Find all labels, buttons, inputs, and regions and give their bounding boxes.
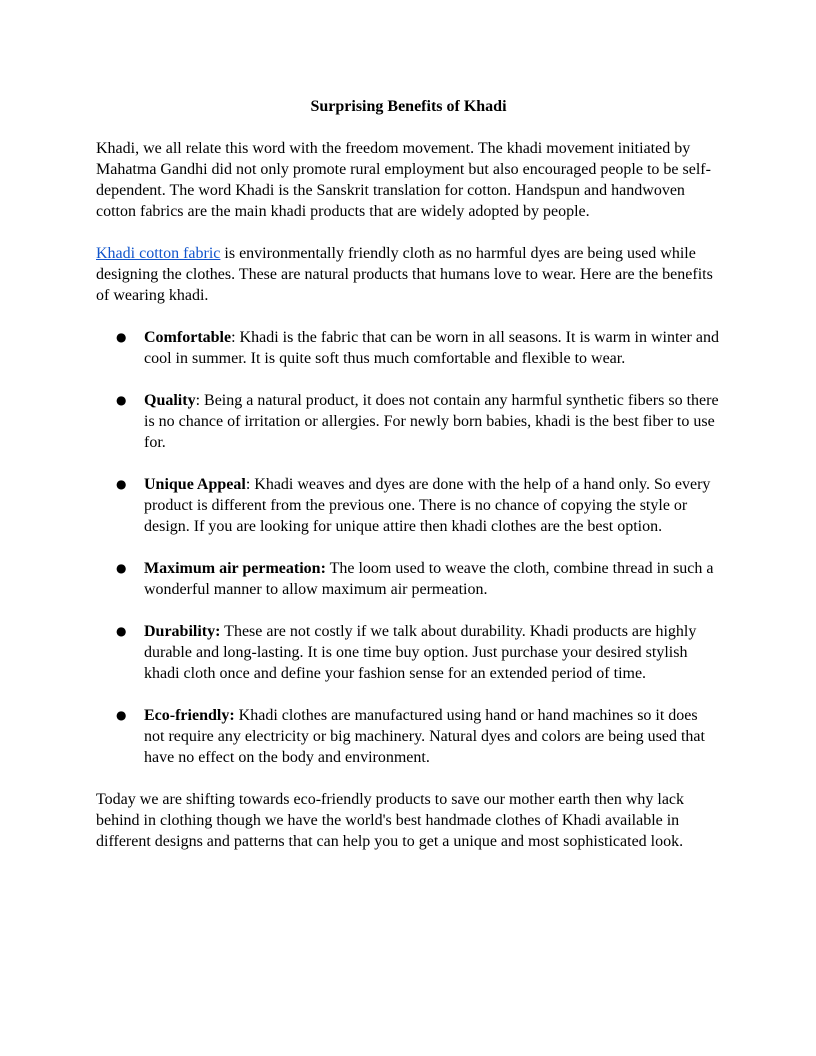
bullet-icon: ● xyxy=(116,561,127,575)
second-paragraph-text: is environmentally friendly cloth as no harmful dyes are being used while designing the clothes. These are natural products that humans love to wear. Here are the benefits of wearing khadi. xyxy=(96,245,713,304)
bullet-icon: ● xyxy=(116,477,127,491)
list-item xyxy=(96,558,721,600)
second-paragraph xyxy=(96,243,721,306)
benefit-text: Khadi is the fabric that can be worn in all seasons. It is warm in winter and cool in summer. It is quite soft thus much comfortable and flexible to wear. xyxy=(144,329,719,367)
benefit-text: Khadi weaves and dyes are done with the help of a hand only. So every product is different from the previous one. There is no chance of copying the style or design. If you are looking for unique attire then khadi clothes are the best option. xyxy=(144,476,711,535)
list-item xyxy=(96,474,721,537)
bullet-icon: ● xyxy=(116,624,127,638)
list-item xyxy=(96,705,721,768)
benefit-term: Quality xyxy=(144,392,196,409)
benefit-term: Maximum air permeation: xyxy=(144,560,326,577)
benefit-term: Comfortable xyxy=(144,329,232,346)
benefit-text: Being a natural product, it does not contain any harmful synthetic fibers so there is no chance of irritation or allergies. For newly born babies, khadi is the best fiber to use for. xyxy=(144,392,719,451)
intro-paragraph: Khadi, we all relate this word with the freedom movement. The khadi movement initiated by Mahatma Gandhi did not only promote rural employment but also encouraged people to be self-dependent. The word Khadi is the Sanskrit translation for cotton. Handspun and handwoven cotton fabrics are the main khadi products that are widely adopted by people. xyxy=(96,140,711,220)
benefit-text: The loom used to weave the cloth, combine thread in such a wonderful manner to allow maximum air permeation. xyxy=(144,560,714,598)
document-page xyxy=(96,96,721,873)
benefit-separator: : xyxy=(231,329,240,346)
bullet-icon: ● xyxy=(116,708,127,722)
bullet-icon: ● xyxy=(116,393,127,407)
document-title: Surprising Benefits of Khadi xyxy=(310,98,507,115)
khadi-cotton-fabric-link[interactable]: Khadi cotton fabric xyxy=(96,245,221,262)
list-item xyxy=(96,621,721,684)
benefit-text: Khadi clothes are manufactured using hand or hand machines so it does not require any electricity or big machinery. Natural dyes and colors are being used that have no effect on the body and environment. xyxy=(144,707,705,766)
benefit-term: Eco-friendly: xyxy=(144,707,235,724)
benefit-text: These are not costly if we talk about durability. Khadi products are highly durable and long-lasting. It is one time buy option. Just purchase your desired stylish khadi cloth once and define your fashion sense for an extended period of time. xyxy=(144,623,697,682)
benefit-term: Durability: xyxy=(144,623,221,640)
closing-paragraph: Today we are shifting towards eco-friendly products to save our mother earth then why lack behind in clothing though we have the world's best handmade clothes of Khadi available in different designs and patterns that can help you to get a unique and most sophisticated look. xyxy=(96,791,685,850)
benefit-separator: : xyxy=(245,476,255,493)
benefit-term: Unique Appeal xyxy=(144,476,246,493)
benefits-list xyxy=(96,327,721,768)
list-item xyxy=(96,390,721,453)
list-item xyxy=(96,327,721,369)
benefit-separator: : xyxy=(195,392,205,409)
bullet-icon: ● xyxy=(116,330,127,344)
